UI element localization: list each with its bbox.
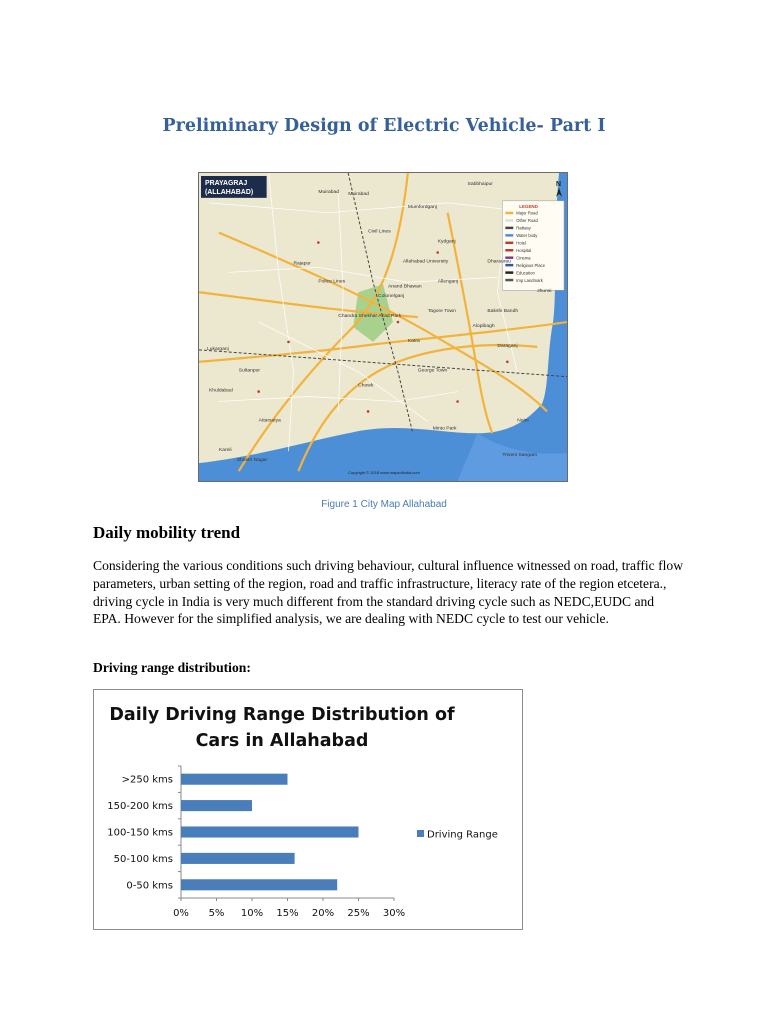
map-place-label: Minto Park	[432, 426, 457, 432]
legend-item-label: Cinema	[516, 255, 531, 261]
x-tick-label: 25%	[347, 908, 370, 919]
x-tick-label: 0%	[173, 908, 189, 919]
map-place-label: Lukarganj	[206, 346, 229, 352]
city-map	[198, 172, 568, 482]
chart-svg	[94, 690, 524, 931]
legend-swatch	[505, 234, 513, 236]
y-category-label: 50-100 kms	[113, 853, 173, 865]
legend-swatch	[505, 227, 513, 229]
legend-item-label: Other Road	[516, 218, 538, 224]
chart-title-line2: Cars in Allahabad	[195, 731, 369, 751]
map-place-label: Chowk	[358, 383, 374, 389]
map-place-label: Dharaurau	[487, 259, 511, 265]
legend-item-label: Hospital	[516, 247, 532, 253]
map-place-label: Tagore Town	[427, 309, 456, 315]
x-tick-label: 10%	[240, 908, 264, 919]
legend-swatch	[505, 219, 513, 221]
legend-item-label: Education	[516, 270, 535, 276]
legend-label: Driving Range	[427, 829, 498, 841]
map-place-label: Civil Lines	[368, 229, 391, 235]
chart-title-line1: Daily Driving Range Distribution of	[109, 705, 455, 725]
bar	[181, 853, 295, 864]
map-place-label: Colonelganj	[378, 294, 405, 300]
legend-title: LEGEND	[519, 203, 538, 209]
y-category-label: >250 kms	[121, 774, 173, 786]
legend-item-label: Hotel	[516, 240, 526, 246]
legend-swatch	[505, 279, 513, 281]
page-title: Preliminary Design of Electric Vehicle- Part I	[162, 116, 606, 136]
badge-line2: (ALLAHABAD)	[204, 188, 254, 196]
map-place-label: Muirabad	[318, 189, 340, 195]
map-place-label: Bakshi Bandh	[487, 309, 519, 315]
map-place-label: Sultanpur	[238, 368, 261, 374]
map-place-label: Naini	[517, 418, 529, 424]
x-tick-label: 15%	[276, 908, 299, 919]
legend-item-label: Water body	[516, 233, 538, 239]
legend-swatch	[505, 271, 513, 273]
legend-swatch	[505, 249, 513, 251]
map-place-label: Sabbhaipur	[467, 181, 493, 187]
map-place-label: Anand Bhawan	[387, 284, 422, 290]
bar	[181, 800, 252, 811]
legend-item-label: Railway	[516, 225, 531, 231]
subheading: Driving range distribution:	[93, 660, 251, 675]
bar	[181, 774, 288, 785]
legend-swatch	[505, 242, 513, 244]
map-place-label: Khuldabad	[208, 388, 233, 394]
legend-item-label: Religious Place	[516, 262, 545, 268]
map-place-label: Daraganj	[497, 343, 518, 349]
y-category-label: 100-150 kms	[107, 827, 173, 839]
figure-caption: Figure 1 City Map Allahabad	[321, 499, 447, 510]
map-place-label: Muirabad	[348, 191, 369, 197]
map-place-label: Rajapur	[293, 261, 311, 267]
map-place-label: Katra	[407, 338, 420, 344]
x-tick-label: 30%	[382, 908, 406, 919]
map-place-label: Attarsuiya	[258, 418, 281, 424]
legend-item-label: Major Road	[516, 210, 538, 216]
map-place-label: Kareli	[218, 448, 232, 454]
map-place-label: Triveni Sangam	[502, 453, 537, 459]
bar	[181, 826, 359, 837]
map-place-label: Police Lines	[318, 279, 346, 285]
x-tick-label: 5%	[208, 908, 225, 919]
map-place-label: Shastri Nagar	[236, 458, 268, 464]
map-place-label: Jhunsi	[537, 289, 552, 295]
map-place-label: Kydganj	[437, 239, 456, 245]
body-paragraph: Considering the various conditions such driving behaviour, cultural influence witnessed on road, traffic flow parameters, urban setting of the region, road and traffic infrastructure, literacy rate of the region etcetera., driving cycle in India is very much different from the standard driving cycle such as NEDC,EUDC and EPA. However for the simplified analysis, we are dealing with NEDC cycle to test our vehicle.	[93, 558, 684, 627]
city-map-graphic	[199, 173, 567, 481]
north-label: N	[556, 180, 562, 188]
map-place-label: Allahabad University	[402, 259, 449, 265]
map-place-label: Allenganj	[437, 279, 459, 285]
x-tick-label: 20%	[311, 908, 335, 919]
section-heading: Daily mobility trend	[93, 523, 241, 542]
legend-swatch	[417, 830, 424, 837]
map-place-label: Alopibagh	[472, 324, 495, 329]
badge-line1: PRAYAGRAJ	[204, 179, 248, 187]
bar	[181, 879, 337, 890]
map-place-label: Mumfordganj	[407, 204, 437, 210]
y-category-label: 0-50 kms	[126, 880, 173, 892]
map-place-label: George Town	[417, 368, 448, 374]
legend-swatch	[505, 212, 513, 214]
legend-item-label: Imp Landmark	[516, 277, 543, 283]
y-category-label: 150-200 kms	[107, 801, 173, 813]
map-copyright: Copyright © 2018 www.mapsofindia.com	[348, 470, 420, 476]
map-place-label: Chandra Shekhar Azad Park	[338, 314, 402, 320]
driving-range-chart	[93, 689, 523, 930]
